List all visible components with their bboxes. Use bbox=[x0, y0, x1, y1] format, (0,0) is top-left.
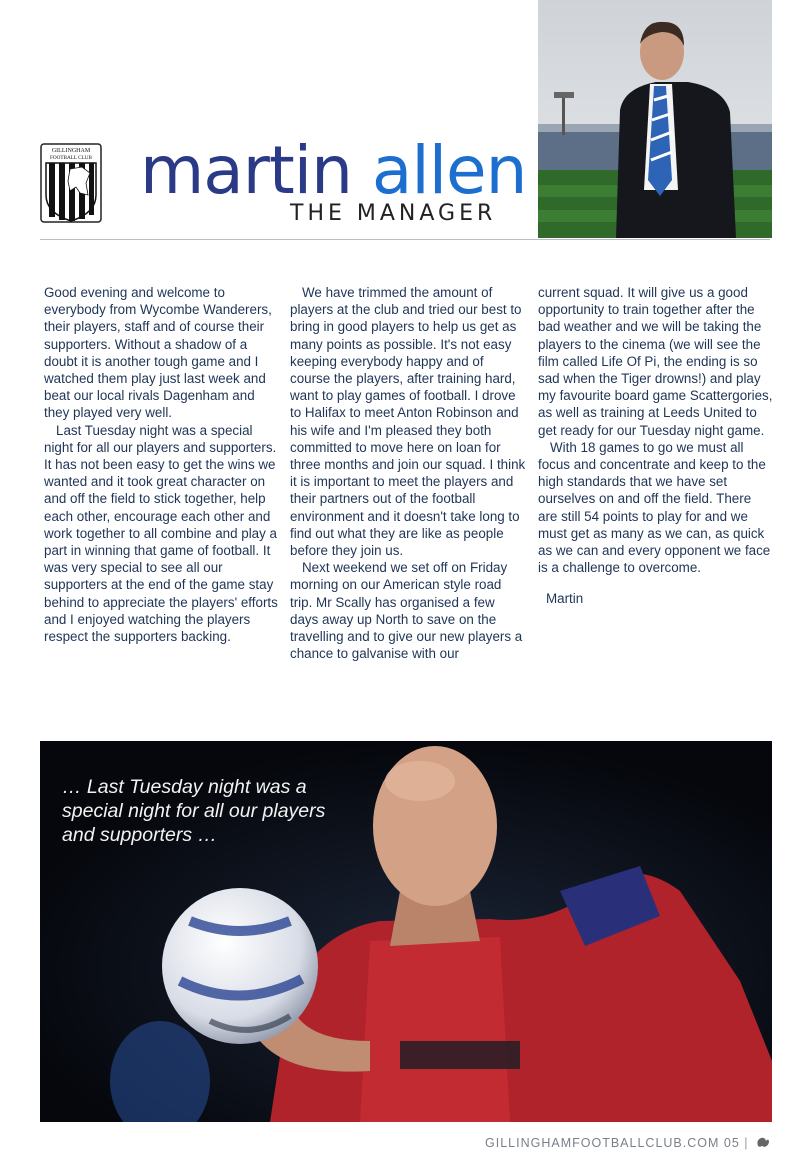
crest-text-line2: FOOTBALL CLUB bbox=[49, 155, 93, 161]
article-column-3 bbox=[538, 284, 774, 608]
paragraph: Next weekend we set off on Friday morning on our American style road trip. Mr Scally has organised a few days away up North to save on the travelling and to give our new players a chance to galvanise with our bbox=[290, 560, 523, 662]
crest-text-line1: GILLINGHAM bbox=[51, 148, 91, 154]
article-column-1 bbox=[44, 284, 280, 645]
header-divider bbox=[40, 239, 770, 240]
paragraph: With 18 games to go we must all focus and concentrate and keep to the high standards that we have set ourselves on and off the field. There are still 54 points to play for and we must get as many as we can, as quick as we can and every opponent we face is a challenge to overcome. bbox=[538, 439, 771, 576]
paragraph: We have trimmed the amount of players at the club and tried our best to bring in good players to help us get as many points as possible. It's not easy keeping everybody happy and of course the players, after training hard, want to play games of football. I drove to Halifax to meet Anton Robinson and his wife and I'm pleased they both committed to move here on loan for three months and join our squad. I think it is important to meet the players and their partners out of the football environment and it doesn't take long to find out what they are like as people before they join us. bbox=[290, 285, 526, 559]
title-first-name: martin bbox=[140, 132, 352, 209]
gillingham-crest-icon bbox=[40, 143, 102, 223]
pull-quote: … Last Tuesday night was a special night for all our players and supporters … bbox=[62, 776, 326, 846]
page-footer: GILLINGHAMFOOTBALLCLUB.COM 05 | bbox=[485, 1136, 770, 1150]
paragraph: current squad. It will give us a good opportunity to train together after the bad weather and we will be taking the players to the cinema (we will see the film called Life Of Pi, the ending is so sad when the Tiger drowns!) and play my favourite board game Scattergories, as well as training at Leeds United to get ready for our Tuesday night game. bbox=[538, 285, 773, 438]
footer-site: GILLINGHAMFOOTBALLCLUB.COM bbox=[485, 1136, 720, 1150]
player-photo bbox=[40, 741, 772, 1122]
page-number: 05 bbox=[723, 1136, 740, 1150]
article-column-2 bbox=[290, 284, 526, 662]
signature: Martin bbox=[546, 591, 584, 607]
paragraph: Last Tuesday night was a special night for all our players and supporters. It has not been easy to get the wins we wanted and it took great character on and off the field to stick together, help each other, encourage each other and work together to all combine and play a part in winning that game of football. It was very special to see all our supporters at the end of the game stay behind to appreciate the players' efforts and I enjoyed watching the players respect the supporters backing. bbox=[44, 422, 278, 645]
manager-photo bbox=[538, 0, 772, 238]
page-subtitle: THE MANAGER bbox=[290, 201, 497, 226]
title-last-name: allen bbox=[371, 132, 527, 209]
page-title bbox=[140, 132, 527, 209]
club-logo-icon bbox=[756, 1136, 770, 1149]
article-header bbox=[0, 0, 800, 250]
paragraph: Good evening and welcome to everybody from Wycombe Wanderers, their players, staff and of course their supporters. Without a shadow of a doubt it is another tough game and I watched them play just last week and beat our local rivals Dagenham and they played very well. bbox=[44, 285, 272, 421]
